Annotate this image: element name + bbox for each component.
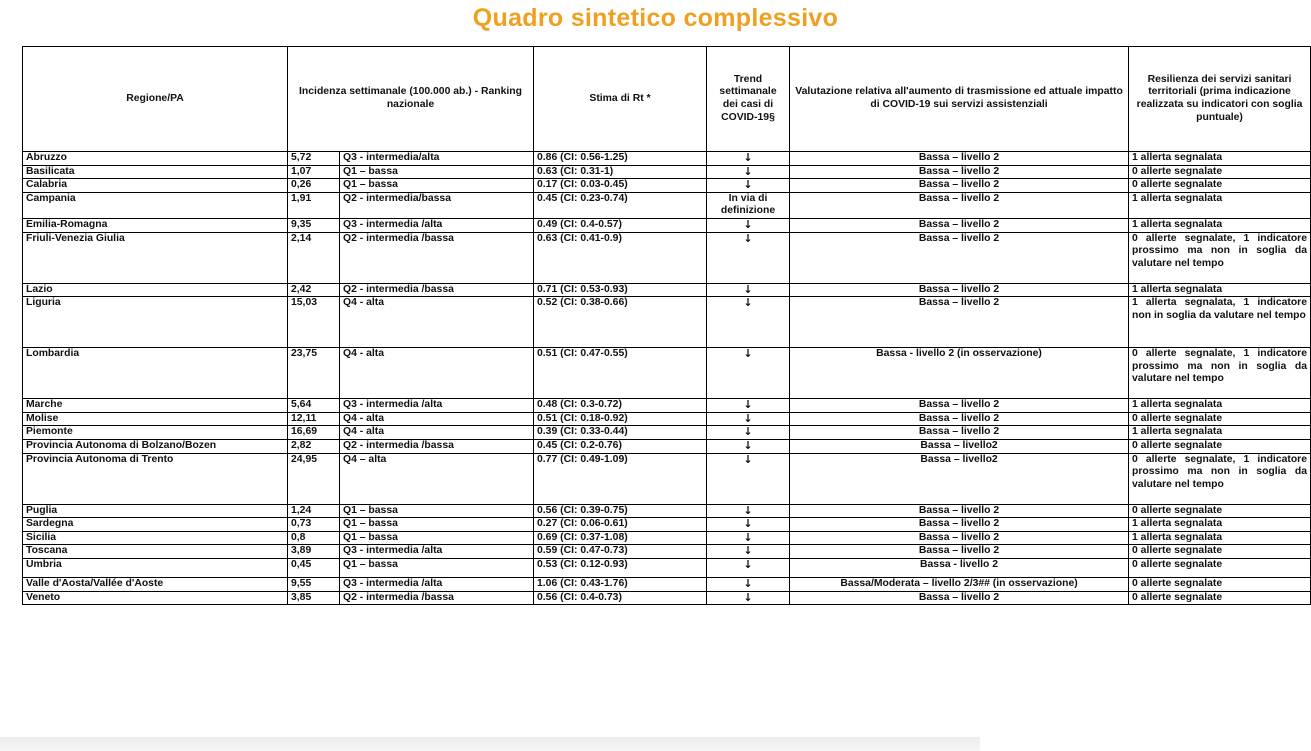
rt-cell: 0.49 (CI: 0.4-0.57) — [534, 218, 707, 232]
resilience-cell: 0 allerte segnalate — [1129, 577, 1311, 591]
incidence-cell: 0,26 — [288, 179, 340, 193]
evaluation-cell: Bassa – livello 2 — [790, 192, 1129, 218]
ranking-cell: Q4 - alta — [340, 426, 534, 440]
incidence-cell: 16,69 — [288, 426, 340, 440]
evaluation-cell: Bassa – livello 2 — [790, 179, 1129, 193]
evaluation-cell: Bassa – livello 2 — [790, 232, 1129, 283]
trend-down-arrow-icon: ↓ — [707, 283, 790, 297]
region-cell: Basilicata — [23, 165, 288, 179]
page-title: Quadro sintetico complessivo — [472, 4, 839, 32]
trend-down-arrow-icon: ↓ — [707, 531, 790, 545]
rt-cell: 0.71 (CI: 0.53-0.93) — [534, 283, 707, 297]
trend-down-arrow-icon: ↓ — [707, 577, 790, 591]
ranking-cell: Q4 - alta — [340, 297, 534, 348]
ranking-cell: Q1 – bassa — [340, 179, 534, 193]
ranking-cell: Q1 – bassa — [340, 531, 534, 545]
rt-cell: 0.77 (CI: 0.49-1.09) — [534, 453, 707, 504]
evaluation-cell: Bassa – livello 2 — [790, 399, 1129, 413]
table-row — [23, 426, 1311, 440]
region-cell: Sardegna — [23, 518, 288, 532]
table-row — [23, 439, 1311, 453]
resilience-cell: 1 allerta segnalata — [1129, 531, 1311, 545]
header-incidence: Incidenza settimanale (100.000 ab.) - Ranking nazionale — [288, 47, 534, 152]
incidence-cell: 2,42 — [288, 283, 340, 297]
rt-cell: 0.48 (CI: 0.3-0.72) — [534, 399, 707, 413]
table-row — [23, 518, 1311, 532]
region-cell: Veneto — [23, 591, 288, 605]
table-row — [23, 412, 1311, 426]
ranking-cell: Q1 – bassa — [340, 518, 534, 532]
resilience-cell: 1 allerta segnalata — [1129, 518, 1311, 532]
trend-down-arrow-icon: ↓ — [707, 297, 790, 348]
header-row — [23, 47, 1311, 152]
incidence-cell: 5,64 — [288, 399, 340, 413]
resilience-cell: 0 allerte segnalate — [1129, 412, 1311, 426]
table-row — [23, 453, 1311, 504]
trend-down-arrow-icon: ↓ — [707, 545, 790, 559]
rt-cell: 1.06 (CI: 0.43-1.76) — [534, 577, 707, 591]
evaluation-cell: Bassa – livello 2 — [790, 504, 1129, 518]
ranking-cell: Q3 - intermedia/alta — [340, 152, 534, 166]
evaluation-cell: Bassa – livello 2 — [790, 591, 1129, 605]
incidence-cell: 0,8 — [288, 531, 340, 545]
resilience-cell: 1 allerta segnalata — [1129, 283, 1311, 297]
incidence-cell: 2,82 — [288, 439, 340, 453]
evaluation-cell: Bassa – livello 2 — [790, 165, 1129, 179]
resilience-cell: 0 allerte segnalate, 1 indicatore prossimo ma non in soglia da valutare nel tempo — [1129, 232, 1311, 283]
header-region: Regione/PA — [23, 47, 288, 152]
trend-cell: In via di definizione — [707, 192, 790, 218]
region-cell: Lazio — [23, 283, 288, 297]
region-cell: Abruzzo — [23, 152, 288, 166]
trend-down-arrow-icon: ↓ — [707, 165, 790, 179]
ranking-cell: Q3 - intermedia /alta — [340, 218, 534, 232]
region-cell: Piemonte — [23, 426, 288, 440]
trend-down-arrow-icon: ↓ — [707, 504, 790, 518]
table-row — [23, 152, 1311, 166]
region-cell: Provincia Autonoma di Trento — [23, 453, 288, 504]
rt-cell: 0.17 (CI: 0.03-0.45) — [534, 179, 707, 193]
evaluation-cell: Bassa – livello2 — [790, 453, 1129, 504]
evaluation-cell: Bassa – livello 2 — [790, 518, 1129, 532]
rt-cell: 0.56 (CI: 0.39-0.75) — [534, 504, 707, 518]
table-row — [23, 399, 1311, 413]
evaluation-cell: Bassa – livello 2 — [790, 218, 1129, 232]
resilience-cell: 0 allerte segnalate — [1129, 165, 1311, 179]
ranking-cell: Q4 - alta — [340, 412, 534, 426]
resilience-cell: 1 allerta segnalata — [1129, 426, 1311, 440]
resilience-cell: 1 allerta segnalata, 1 indicatore non in soglia da valutare nel tempo — [1129, 297, 1311, 348]
header-rt: Stima di Rt * — [534, 47, 707, 152]
trend-down-arrow-icon: ↓ — [707, 232, 790, 283]
region-cell: Liguria — [23, 297, 288, 348]
trend-down-arrow-icon: ↓ — [707, 558, 790, 577]
rt-cell: 0.52 (CI: 0.38-0.66) — [534, 297, 707, 348]
evaluation-cell: Bassa – livello 2 — [790, 152, 1129, 166]
table-row — [23, 577, 1311, 591]
horizontal-scrollbar[interactable] — [0, 737, 980, 751]
ranking-cell: Q2 - intermedia /bassa — [340, 283, 534, 297]
header-resilience: Resilienza dei servizi sanitari territoriali (prima indicazione realizzata su indicatori con soglia puntuale) — [1129, 47, 1311, 152]
rt-cell: 0.63 (CI: 0.31-1) — [534, 165, 707, 179]
region-cell: Molise — [23, 412, 288, 426]
evaluation-cell: Bassa – livello 2 — [790, 426, 1129, 440]
table-row — [23, 218, 1311, 232]
evaluation-cell: Bassa - livello 2 (in osservazione) — [790, 348, 1129, 399]
resilience-cell: 0 allerte segnalate — [1129, 179, 1311, 193]
incidence-cell: 9,55 — [288, 577, 340, 591]
ranking-cell: Q3 - intermedia /alta — [340, 545, 534, 559]
table-row — [23, 232, 1311, 283]
incidence-cell: 9,35 — [288, 218, 340, 232]
incidence-cell: 5,72 — [288, 152, 340, 166]
table-row — [23, 531, 1311, 545]
rt-cell: 0.45 (CI: 0.23-0.74) — [534, 192, 707, 218]
trend-down-arrow-icon: ↓ — [707, 179, 790, 193]
incidence-cell: 3,89 — [288, 545, 340, 559]
ranking-cell: Q1 – bassa — [340, 165, 534, 179]
trend-down-arrow-icon: ↓ — [707, 218, 790, 232]
resilience-cell: 0 allerte segnalate, 1 indicatore prossimo ma non in soglia da valutare nel tempo — [1129, 348, 1311, 399]
ranking-cell: Q4 – alta — [340, 453, 534, 504]
rt-cell: 0.51 (CI: 0.18-0.92) — [534, 412, 707, 426]
region-cell: Calabria — [23, 179, 288, 193]
table-row — [23, 591, 1311, 605]
trend-down-arrow-icon: ↓ — [707, 518, 790, 532]
ranking-cell: Q1 – bassa — [340, 558, 534, 577]
trend-down-arrow-icon: ↓ — [707, 152, 790, 166]
resilience-cell: 1 allerta segnalata — [1129, 399, 1311, 413]
trend-down-arrow-icon: ↓ — [707, 412, 790, 426]
evaluation-cell: Bassa – livello 2 — [790, 412, 1129, 426]
ranking-cell: Q1 – bassa — [340, 504, 534, 518]
ranking-cell: Q2 - intermedia /bassa — [340, 439, 534, 453]
incidence-cell: 2,14 — [288, 232, 340, 283]
resilience-cell: 1 allerta segnalata — [1129, 192, 1311, 218]
region-cell: Friuli-Venezia Giulia — [23, 232, 288, 283]
ranking-cell: Q3 - intermedia /alta — [340, 399, 534, 413]
resilience-cell: 1 allerta segnalata — [1129, 152, 1311, 166]
trend-down-arrow-icon: ↓ — [707, 348, 790, 399]
region-cell: Provincia Autonoma di Bolzano/Bozen — [23, 439, 288, 453]
table-row — [23, 545, 1311, 559]
resilience-cell: 0 allerte segnalate, 1 indicatore prossimo ma non in soglia da valutare nel tempo — [1129, 453, 1311, 504]
region-cell: Umbria — [23, 558, 288, 577]
incidence-cell: 1,24 — [288, 504, 340, 518]
ranking-cell: Q2 - intermedia /bassa — [340, 232, 534, 283]
region-cell: Marche — [23, 399, 288, 413]
rt-cell: 0.45 (CI: 0.2-0.76) — [534, 439, 707, 453]
resilience-cell: 0 allerte segnalate — [1129, 558, 1311, 577]
incidence-cell: 12,11 — [288, 412, 340, 426]
resilience-cell: 0 allerte segnalate — [1129, 504, 1311, 518]
region-cell: Valle d'Aosta/Vallée d'Aoste — [23, 577, 288, 591]
evaluation-cell: Bassa – livello 2 — [790, 545, 1129, 559]
header-trend: Trend settimanale dei casi di COVID-19§ — [707, 47, 790, 152]
table-row — [23, 297, 1311, 348]
rt-cell: 0.63 (CI: 0.41-0.9) — [534, 232, 707, 283]
table-row — [23, 165, 1311, 179]
incidence-cell: 24,95 — [288, 453, 340, 504]
rt-cell: 0.51 (CI: 0.47-0.55) — [534, 348, 707, 399]
summary-table — [22, 46, 1311, 605]
region-cell: Puglia — [23, 504, 288, 518]
incidence-cell: 1,07 — [288, 165, 340, 179]
ranking-cell: Q3 - intermedia /alta — [340, 577, 534, 591]
table-row — [23, 558, 1311, 577]
evaluation-cell: Bassa – livello 2 — [790, 531, 1129, 545]
rt-cell: 0.39 (CI: 0.33-0.44) — [534, 426, 707, 440]
resilience-cell: 1 allerta segnalata — [1129, 218, 1311, 232]
region-cell: Toscana — [23, 545, 288, 559]
resilience-cell: 0 allerte segnalate — [1129, 439, 1311, 453]
ranking-cell: Q4 - alta — [340, 348, 534, 399]
table-row — [23, 179, 1311, 193]
table-row — [23, 192, 1311, 218]
table-row — [23, 504, 1311, 518]
trend-down-arrow-icon: ↓ — [707, 439, 790, 453]
ranking-cell: Q2 - intermedia/bassa — [340, 192, 534, 218]
header-evaluation: Valutazione relativa all'aumento di trasmissione ed attuale impatto di COVID-19 sui servizi assistenziali — [790, 47, 1129, 152]
region-cell: Emilia-Romagna — [23, 218, 288, 232]
ranking-cell: Q2 - intermedia /bassa — [340, 591, 534, 605]
region-cell: Sicilia — [23, 531, 288, 545]
evaluation-cell: Bassa – livello 2 — [790, 283, 1129, 297]
table-row — [23, 348, 1311, 399]
incidence-cell: 0,73 — [288, 518, 340, 532]
trend-down-arrow-icon: ↓ — [707, 426, 790, 440]
incidence-cell: 1,91 — [288, 192, 340, 218]
evaluation-cell: Bassa – livello 2 — [790, 297, 1129, 348]
region-cell: Lombardia — [23, 348, 288, 399]
incidence-cell: 15,03 — [288, 297, 340, 348]
resilience-cell: 0 allerte segnalate — [1129, 545, 1311, 559]
evaluation-cell: Bassa/Moderata – livello 2/3## (in osservazione) — [790, 577, 1129, 591]
resilience-cell: 0 allerte segnalate — [1129, 591, 1311, 605]
table-body — [23, 152, 1311, 605]
evaluation-cell: Bassa – livello2 — [790, 439, 1129, 453]
rt-cell: 0.53 (CI: 0.12-0.93) — [534, 558, 707, 577]
rt-cell: 0.27 (CI: 0.06-0.61) — [534, 518, 707, 532]
rt-cell: 0.56 (CI: 0.4-0.73) — [534, 591, 707, 605]
incidence-cell: 23,75 — [288, 348, 340, 399]
trend-down-arrow-icon: ↓ — [707, 453, 790, 504]
trend-down-arrow-icon: ↓ — [707, 399, 790, 413]
evaluation-cell: Bassa - livello 2 — [790, 558, 1129, 577]
incidence-cell: 0,45 — [288, 558, 340, 577]
incidence-cell: 3,85 — [288, 591, 340, 605]
trend-down-arrow-icon: ↓ — [707, 591, 790, 605]
table-row — [23, 283, 1311, 297]
rt-cell: 0.86 (CI: 0.56-1.25) — [534, 152, 707, 166]
rt-cell: 0.69 (CI: 0.37-1.08) — [534, 531, 707, 545]
rt-cell: 0.59 (CI: 0.47-0.73) — [534, 545, 707, 559]
region-cell: Campania — [23, 192, 288, 218]
